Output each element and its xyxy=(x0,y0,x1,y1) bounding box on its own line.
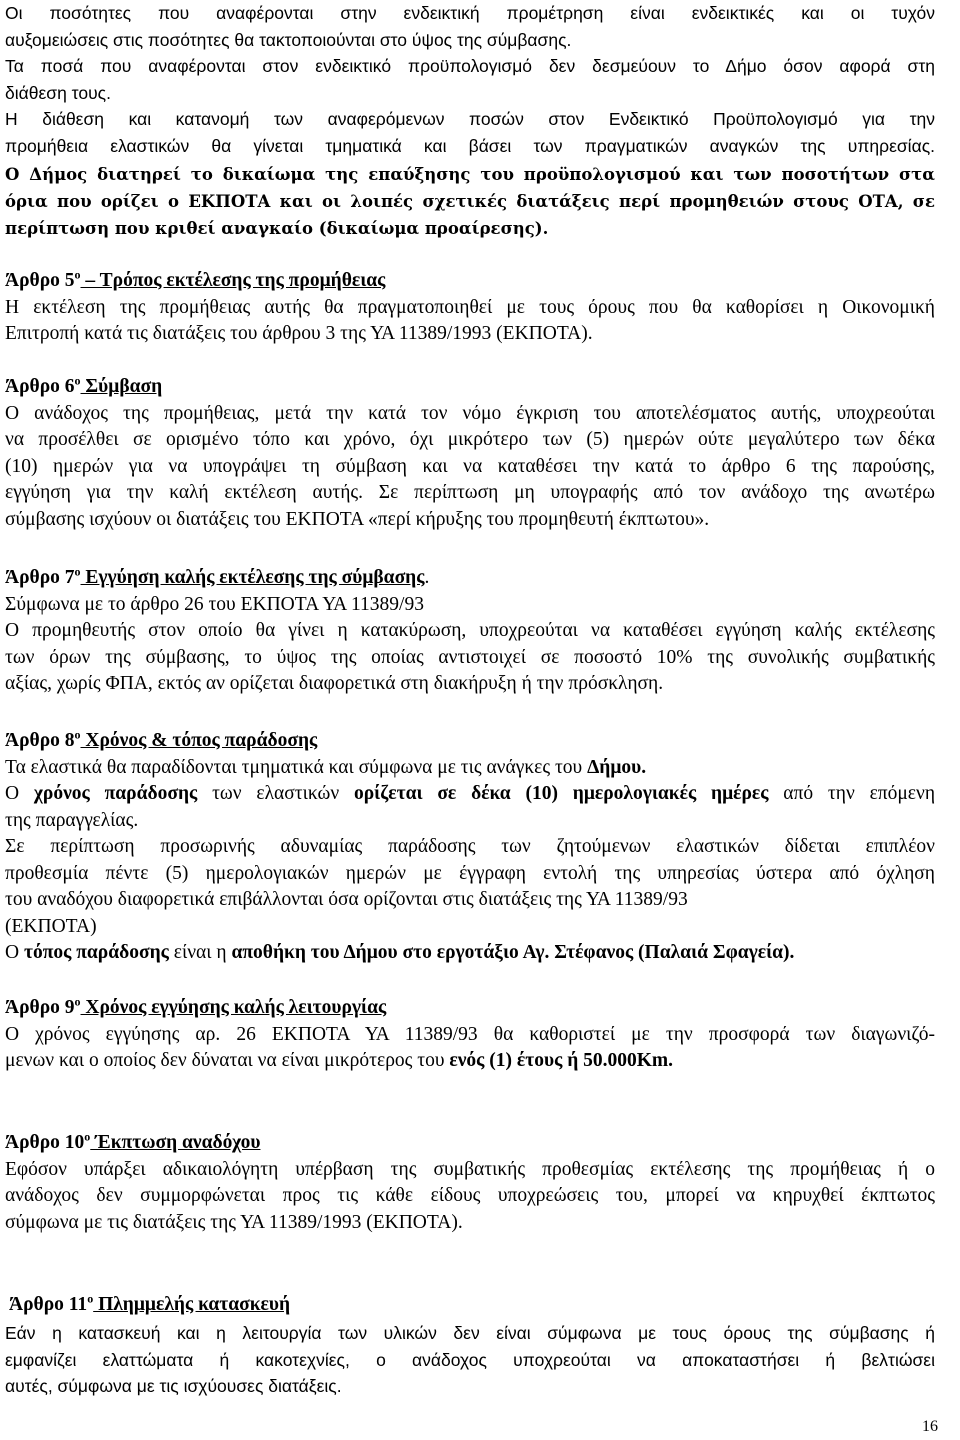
article-8-line5: προθεσμία πέντε (5) ημερολογιακών ημερών με έγγραφη εντολή της υπηρεσίας ύστερα από όχληση xyxy=(5,862,935,884)
article-9-heading-pre: Άρθρο 9 xyxy=(5,997,75,1018)
article-5-heading-pre: Άρθρο 5 xyxy=(5,270,75,291)
article-9 xyxy=(5,995,935,1075)
article-8-line2-c: των ελαστικών xyxy=(197,783,354,804)
article-8-line2-d: ορίζεται σε δέκα (10) ημερολογιακές ημέρες xyxy=(353,783,769,804)
article-6-sup: ο xyxy=(74,373,81,388)
article-8-line8-c: είναι η xyxy=(168,942,232,963)
article-6-line2: να προσέλθει σε ορισμένο τόπο και χρόνο, όχι μικρότερο των (5) ημερών ούτε μεγαλύτερο των δέκα xyxy=(5,429,935,450)
article-9-line2-a: μενων και ο οποίος δεν δύναται να είναι μικρότερος του xyxy=(5,1050,450,1071)
article-6-title: Σύμβαση xyxy=(80,376,163,397)
intro-p1-line2: αυξομειώσεις στις ποσότητες θα τακτοποιούνται στο ύψος της σύμβασης. xyxy=(5,29,572,50)
intro-p4-line3: περίπτωση που κριθεί αναγκαίο (δικαίωμα προαίρεσης). xyxy=(5,219,549,238)
article-8-line1 xyxy=(5,755,935,782)
article-8-line2-b: χρόνος παράδοσης xyxy=(33,783,198,804)
article-9-sup: ο xyxy=(74,994,81,1009)
article-7-line3: των όρων της σύμβασης, το ύψος της οποίας αντιστοιχεί σε ποσοστό 10% της συνολικής συμβατικής xyxy=(5,646,935,668)
intro-p1-line1: Οι ποσότητες που αναφέρονται στην ενδεικτική προμέτρηση είναι ενδεικτικές και οι τυχόν xyxy=(5,3,935,23)
article-10-line3: σύμφωνα με τις διατάξεις της ΥΑ 11389/1993 (ΕΚΠΟΤΑ). xyxy=(5,1211,463,1233)
article-5 xyxy=(5,268,935,348)
intro-p3-line1: Η διάθεση και κατανομή των αναφερόμενων ποσών στον Ενδεικτικό Προϋπολογισμό για την xyxy=(5,109,935,129)
article-10-line1: Εφόσον υπάρξει αδικαιολόγητη υπέρβαση της συμβατικής προθεσμίας εκτέλεσης της προμήθειας ή ο xyxy=(5,1158,935,1180)
article-8-line8-d: αποθήκη του Δήμου στο εργοτάξιο Αγ. Στέφανος (Παλαιά Σφαγεία). xyxy=(231,942,795,963)
article-6-line3: (10) ημερών για να υπογράψει τη σύμβαση και να καταθέσει την κατά το άρθρο 6 της παρούσης, xyxy=(5,455,935,477)
article-11-body xyxy=(5,1320,935,1400)
article-11-line1: Εάν η κατασκευή και η λειτουργία των υλικών δεν είναι σύμφωνα με τους όρους της σύμβασης ή xyxy=(5,1323,935,1343)
article-6-line5: σύμβασης ισχύουν οι διατάξεις του ΕΚΠΟΤΑ «περί κήρυξης του προμηθευτή έκπτωτου». xyxy=(5,508,710,530)
article-11-title: Πλημμελής κατασκευή xyxy=(93,1294,291,1315)
intro-p2-line2: διάθεση τους. xyxy=(5,82,111,103)
intro-p4-line2: όρια που ορίζει ο ΕΚΠΟΤΑ και οι λοιπές σχετικές διατάξεις περί προμηθειών στους ΟΤΑ, σε xyxy=(5,192,935,211)
article-9-line2-b: ενός (1) έτους ή 50.000Km. xyxy=(449,1050,674,1071)
article-7 xyxy=(5,565,935,698)
article-6 xyxy=(5,374,935,533)
article-7-line4: αξίας, χωρίς ΦΠΑ, εκτός αν ορίζεται διαφορετικά στη διακήρυξη ή την πρόσκληση. xyxy=(5,673,664,694)
article-8-heading xyxy=(5,728,935,755)
article-7-line2: Ο προμηθευτής στον οποίο θα γίνει η κατακύρωση, υποχρεούται να καταθέσει εγγύηση καλής εκτέλεσης xyxy=(5,620,935,641)
article-11-line2: εμφανίζει ελαττώματα ή κακοτεχνίες, ο ανάδοχος υποχρεούται να αποκαταστήσει ή βελτιώσει xyxy=(5,1349,935,1370)
article-8 xyxy=(5,728,935,967)
article-5-line1: Η εκτέλεση της προμήθειας αυτής θα πραγματοποιηθεί με τους όρους που θα καθορίσει η Οικονομική xyxy=(5,296,935,318)
intro-p2-line1: Τα ποσά που αναφέρονται στον ενδεικτικό προϋπολογισμό δεν δεσμεύουν το Δήμο όσον αφορά στη xyxy=(5,56,935,76)
article-7-tail: . xyxy=(424,567,430,588)
article-10-title: Έκπτωση αναδόχου xyxy=(90,1132,261,1153)
article-8-line8-a: Ο xyxy=(5,942,24,963)
article-8-line7: (ΕΚΠΟΤΑ) xyxy=(5,915,97,937)
article-11-heading-pre: Άρθρο 11 xyxy=(9,1294,88,1315)
article-11-line3: αυτές, σύμφωνα με τις ισχύουσες διατάξεις. xyxy=(5,1376,342,1396)
article-8-sup: ο xyxy=(74,727,81,742)
article-5-line2: Επιτροπή κατά τις διατάξεις του άρθρου 3 της ΥΑ 11389/1993 (ΕΚΠΟΤΑ). xyxy=(5,323,593,344)
article-7-heading-pre: Άρθρο 7 xyxy=(5,567,75,588)
article-8-heading-pre: Άρθρο 8 xyxy=(5,730,75,751)
article-8-line2-e: από την επόμενη xyxy=(768,783,936,804)
option-right-paragraph xyxy=(5,161,935,242)
article-5-sup: ο xyxy=(74,267,81,282)
article-8-line2-a: Ο xyxy=(5,783,34,804)
intro-p3-line2: προμήθεια ελαστικών θα γίνεται τμηματικά και βάσει των πραγματικών αναγκών της υπηρεσίας. xyxy=(5,135,935,156)
article-8-line1-text: Τα ελαστικά θα παραδίδονται τμηματικά και σύμφωνα με τις ανάγκες του xyxy=(5,756,588,778)
article-5-title: – Τρόπος εκτέλεσης της προμήθειας xyxy=(80,270,386,291)
intro-p4-line1: Ο Δήμος διατηρεί το δικαίωμα της επαύξησης του προϋπολογισμού και των ποσοτήτων στα xyxy=(5,165,935,184)
intro-section xyxy=(5,0,935,159)
article-5-heading xyxy=(5,268,935,295)
article-10-line2: ανάδοχος δεν συμμορφώνεται προς τις κάθε είδους υποχρεώσεις του, μπορεί να κηρυχθεί έκπτωτος xyxy=(5,1185,935,1206)
article-9-heading xyxy=(5,995,935,1022)
article-7-heading xyxy=(5,565,935,592)
article-8-line2 xyxy=(5,781,935,808)
page-number: 16 xyxy=(922,1418,938,1435)
article-6-line1: Ο ανάδοχος της προμήθειας, μετά την κατά τον νόμο έγκριση του αποτελέσματος αυτής, υποχρεούται xyxy=(5,402,935,424)
article-7-line1: Σύμφωνα με το άρθρο 26 του ΕΚΠΟΤΑ ΥΑ 11389/93 xyxy=(5,593,424,615)
article-8-line8 xyxy=(5,940,935,967)
article-10-sup: ο xyxy=(84,1129,91,1144)
article-9-line1: Ο χρόνος εγγύησης αρ. 26 ΕΚΠΟΤΑ ΥΑ 11389/93 θα καθοριστεί με την προσφορά των διαγωνιζό- xyxy=(5,1023,935,1045)
article-8-line4: Σε περίπτωση προσωρινής αδυναμίας παράδοσης των ζητούμενων ελαστικών δίδεται επιπλέον xyxy=(5,836,935,857)
article-8-line3: της παραγγελίας. xyxy=(5,809,139,831)
article-11-sup: ο xyxy=(87,1291,94,1306)
article-8-line8-b: τόπος παράδοσης xyxy=(23,942,169,963)
article-11 xyxy=(5,1292,935,1319)
article-7-sup: ο xyxy=(74,564,81,579)
article-6-heading xyxy=(5,374,935,401)
article-8-line1-bold: Δήμου. xyxy=(587,756,647,778)
article-7-title: Εγγύηση καλής εκτέλεσης της σύμβασης xyxy=(80,567,425,588)
article-10-heading xyxy=(5,1130,935,1157)
article-6-heading-pre: Άρθρο 6 xyxy=(5,376,75,397)
article-8-title: Χρόνος & τόπος παράδοσης xyxy=(80,730,318,751)
article-9-title: Χρόνος εγγύησης καλής λειτουργίας xyxy=(80,997,387,1018)
article-10 xyxy=(5,1130,935,1236)
article-8-line6: του αναδόχου διαφορετικά επιβάλλονται όσα ορίζονται στις διατάξεις της ΥΑ 11389/93 xyxy=(5,889,688,910)
article-11-heading xyxy=(5,1292,935,1319)
article-9-line2 xyxy=(5,1048,935,1075)
article-6-line4: εγγύηση για την καλή εκτέλεση αυτής. Σε περίπτωση μη υπογραφής από τον ανάδοχο της ανωτέρω xyxy=(5,482,935,503)
article-10-heading-pre: Άρθρο 10 xyxy=(5,1132,85,1153)
